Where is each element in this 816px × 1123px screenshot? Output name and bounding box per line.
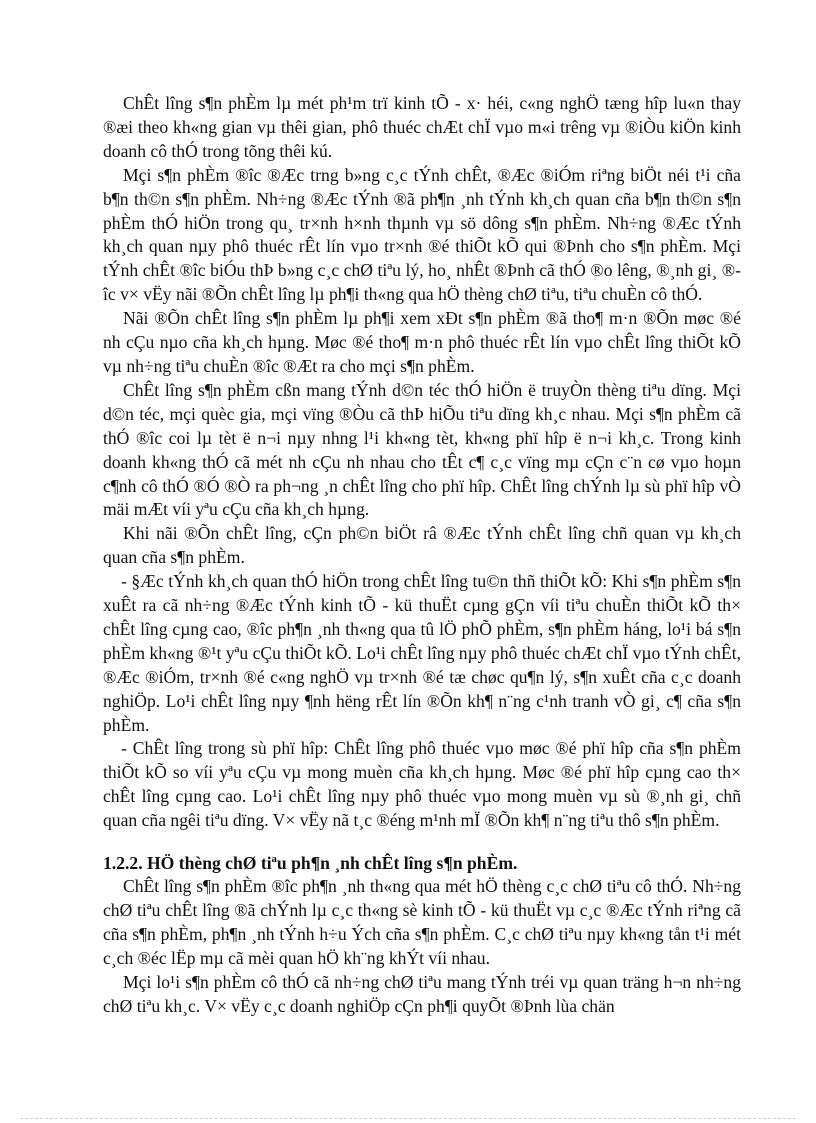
body-paragraph: Mçi s¶n phÈm ®îc ®Æc trng b»ng c¸c tÝnh chÊt, ®Æc ®iÓm riªng biÖt néi t¹i cña b¶n th©n s¶n phÈm. Nh÷ng ®Æc tÝnh ®ã ph¶n ¸nh tÝnh kh¸ch quan cña b¶n th©n s¶n phÈm thÓ hiÖn trong qu¸ tr×nh h×nh thµnh vµ sö dông s¶n phÈm. Nh÷ng ®Æc tÝnh kh¸ch quan nµy phô thuéc rÊt lín vµo tr×nh ®é thiÕt kÕ qui ®Þnh cho s¶n phÈm. Mçi tÝnh chÊt ®îc biÓu thÞ b»ng c¸c chØ tiªu lý, ho¸ nhÊt ®Þnh cã thÓ ®o lêng, ®¸nh gi¸ ®îc v× vËy nãi ®Õn chÊt lîng lµ ph¶i th«ng qua hÖ thèng chØ tiªu, tiªu chuÈn cô thÓ. <box>103 164 741 305</box>
body-paragraph: ChÊt lîng s¶n phÈm cßn mang tÝnh d©n téc thÓ hiÖn ë truyÒn thèng tiªu dïng. Mçi d©n téc, mçi quèc gia, mçi vïng ®Òu cã thÞ hiÕu tiªu dïng kh¸c nhau. Mçi s¶n phÈm cã thÓ ®îc coi lµ tèt ë n¬i nµy nhng l¹i kh«ng tèt, kh«ng phï hîp ë n¬i kh¸c. Trong kinh doanh kh«ng thÓ cã mét nh cÇu nh nhau cho tÊt c¶ c¸c vïng mµ cÇn c¨n cø vµo hoµn c¶nh cô thÓ ®Ó ®Ò ra ph¬ng ¸n chÊt lîng cho phï hîp. ChÊt lîng chÝnh lµ sù phï hîp vÒ mäi mÆt víi yªu cÇu cña kh¸ch hµng. <box>103 379 741 520</box>
body-paragraph: Khi nãi ®Õn chÊt lîng, cÇn ph©n biÖt râ ®Æc tÝnh chÊt lîng chñ quan vµ kh¸ch quan cña s¶n phÈm. <box>103 523 741 568</box>
page-bottom-divider <box>20 1118 796 1119</box>
body-paragraph: Mçi lo¹i s¶n phÈm cô thÓ cã nh÷ng chØ tiªu mang tÝnh tréi vµ quan träng h¬n nh÷ng chØ tiªu kh¸c. V× vËy c¸c doanh nghiÖp cÇn ph¶i quyÕt ®Þnh lùa chän <box>103 971 741 1016</box>
bullet-paragraph: - §Æc tÝnh kh¸ch quan thÓ hiÖn trong chÊt lîng tu©n thñ thiÕt kÕ: Khi s¶n phÈm s¶n xuÊt ra cã nh÷ng ®Æc tÝnh kinh tÕ - kü thuËt cµng gÇn víi tiªu chuÈn thiÕt kÕ th× chÊt lîng cµng cao, ®îc ph¶n ¸nh th«ng qua tû lÖ phÕ phÈm, s¶n phÈm háng, lo¹i bá s¶n phÈm kh«ng ®¹t yªu cÇu thiÕt kÕ. Lo¹i chÊt lîng nµy phô thuéc chÆt chÏ vµo tÝnh chÊt, ®Æc ®iÓm, tr×nh ®é c«ng nghÖ vµ tr×nh ®é tæ chøc qu¶n lý, s¶n xuÊt cña c¸c doanh nghiÖp. Lo¹i chÊt lîng nµy ¶nh hëng rÊt lín ®Õn kh¶ n¨ng c¹nh tranh vÒ gi¸ c¶ cña s¶n phÈm. <box>103 571 741 735</box>
bullet-paragraph: - ChÊt lîng trong sù phï hîp: ChÊt lîng phô thuéc vµo møc ®é phï hîp cña s¶n phÈm thiÕt kÕ so víi yªu cÇu vµ mong muèn cña kh¸ch hµng. Møc ®é phï hîp cµng cao th× chÊt lîng cµng cao. Lo¹i chÊt lîng nµy phô thuéc vµo mong muèn vµ sù ®¸nh gi¸ chñ quan cña ngêi tiªu dïng. V× vËy nã t¸c ®éng m¹nh mÏ ®Õn kh¶ n¨ng tiªu thô s¶n phÈm. <box>103 738 741 831</box>
section-heading: 1.2.2. HÖ thèng chØ tiªu ph¶n ¸nh chÊt lîng s¶n phÈm. <box>103 853 518 874</box>
body-paragraph: ChÊt lîng s¶n phÈm lµ mét ph¹m trï kinh tÕ - x· héi, c«ng nghÖ tæng hîp lu«n thay ®æi theo kh«ng gian vµ thêi gian, phô thuéc chÆt chÏ vµo m«i trêng vµ ®iÒu kiÖn kinh doanh cô thÓ trong tõng thêi kú. <box>103 93 741 161</box>
body-paragraph: ChÊt lîng s¶n phÈm ®îc ph¶n ¸nh th«ng qua mét hÖ thèng c¸c chØ tiªu cô thÓ. Nh÷ng chØ tiªu chÊt lîng ®ã chÝnh lµ c¸c th«ng sè kinh tÕ - kü thuËt vµ c¸c ®Æc tÝnh riªng cã cña s¶n phÈm, ph¶n ¸nh tÝnh h÷u Ých cña s¶n phÈm. C¸c chØ tiªu nµy kh«ng tån t¹i mét c¸ch ®éc lËp mµ cã mèi quan hÖ kh¨ng khÝt víi nhau. <box>103 876 741 968</box>
document-body <box>103 92 741 1019</box>
body-paragraph: Nãi ®Õn chÊt lîng s¶n phÈm lµ ph¶i xem xÐt s¶n phÈm ®ã tho¶ m·n ®Õn møc ®é nh cÇu nµo cña kh¸ch hµng. Møc ®é tho¶ m·n phô thuéc rÊt lín vµo chÊt lîng thiÕt kÕ vµ nh÷ng tiªu chuÈn ®îc ®Æt ra cho mçi s¶n phÈm. <box>103 308 741 376</box>
